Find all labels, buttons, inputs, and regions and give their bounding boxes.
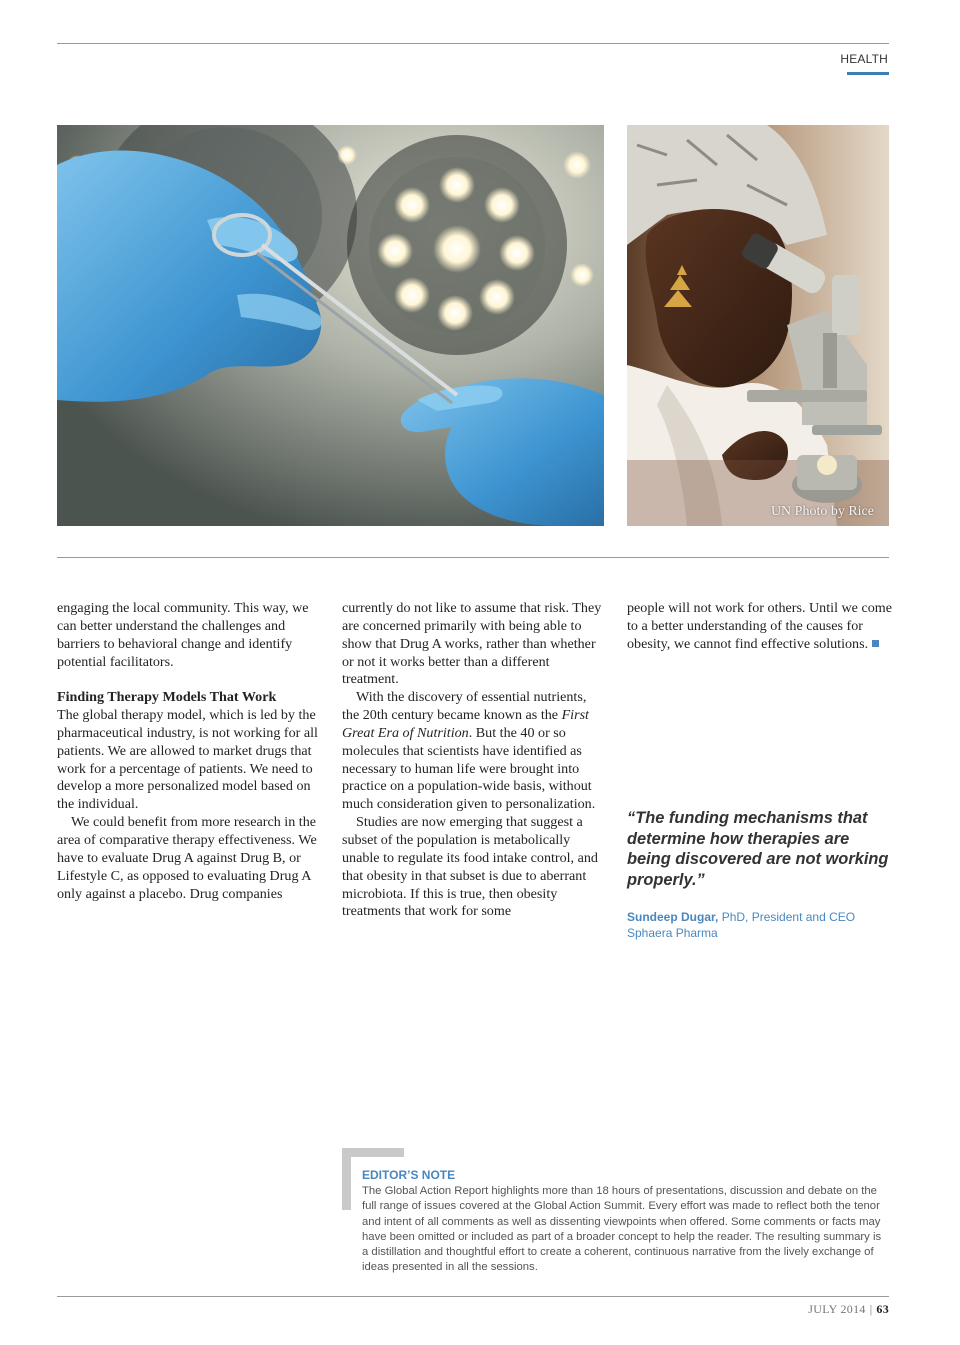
paragraph: The global therapy model, which is led by the pharmaceutical industry, is not working for all patients. We are allowed to market drugs that work for a percentage of patients. We need to develop a more personalized model based on the individual. [57, 707, 318, 813]
paragraph [342, 689, 607, 814]
editors-note-title: EDITOR’S NOTE [362, 1168, 456, 1182]
surgery-photo-illustration [57, 125, 604, 526]
attribution-company: Sphaera Pharma [627, 926, 718, 940]
photo-credit: UN Photo by Rice [770, 504, 874, 519]
section-underline [847, 72, 889, 75]
paragraph: engaging the local community. This way, we can better understand the challenges and barriers to behavioral change and identify potential facilitators. [57, 600, 309, 670]
article-column-3 [627, 600, 892, 654]
subheading: Finding Therapy Models That Work [57, 689, 277, 706]
footer-rule [57, 1296, 889, 1297]
issue-date: JULY 2014 [808, 1302, 866, 1316]
pull-quote: “The funding mechanisms that determine how therapies are being discovered are not working properly.” [627, 809, 889, 889]
text-run: people will not work for others. Until we come to a better understanding of the causes for obesity, we cannot find effective solutions. [627, 600, 892, 652]
text-run: . But the 40 or so molecules that scientists have identified as necessary to human life were brought into practice on a population-wide basis, without much consideration given to personalization. [342, 724, 596, 813]
page-footer [808, 1302, 889, 1317]
paragraph: currently do not like to assume that risk. They are concerned primarily with being able to show that Drug A works, rather than whether or not it works better than a different treatment. [342, 600, 602, 688]
article-column-2 [342, 600, 607, 921]
paragraph [627, 600, 892, 654]
editors-note-body: The Global Action Report highlights more than 18 hours of presentations, discussion and debate on the full range of issues covered at the Global Action Summit. Every effort was made to reflect both the tenor and intent of all comments as well as dissenting viewpoints when offered. Some comments or facts may have been omitted or included as part of a broader concept to help the reader. The resulting summary is a distillation and thoughtful effort to create a coherent, continuous narrative from the lively exchange of ideas presented in all the sessions. [362, 1185, 882, 1274]
editors-note-bracket [342, 1148, 404, 1157]
surgery-photo [57, 125, 604, 526]
paragraph: Studies are now emerging that suggest a subset of the population is metabolically unable to regulate its food intake control, and that obesity in that subset is due to aberrant microbiota. If this is true, then obesity treatments that work for some [342, 814, 598, 920]
italic-title: First Great Era of Nutrition [342, 707, 589, 741]
footer-separator: | [869, 1302, 873, 1316]
quote-attribution [627, 909, 889, 941]
end-mark-icon [872, 640, 879, 647]
photo-rule [57, 557, 889, 558]
attribution-name: Sundeep Dugar, [627, 910, 719, 924]
page-number: 63 [876, 1302, 889, 1316]
top-rule [57, 43, 889, 44]
attribution-role: PhD, President and CEO [718, 910, 856, 924]
section-label: HEALTH [840, 52, 888, 66]
article-column-1 [57, 600, 322, 903]
text-run: With the discovery of essential nutrients, the 20th century became known as the [342, 689, 587, 724]
editors-note-bracket [342, 1148, 351, 1210]
lab-photo-illustration [627, 125, 889, 526]
lab-photo [627, 125, 889, 526]
paragraph: We could benefit from more research in the area of comparative therapy effectiveness. We have to evaluate Drug A against Drug B, or Lifestyle C, as opposed to evaluating Drug A only against a placebo. Drug companies [57, 814, 317, 902]
